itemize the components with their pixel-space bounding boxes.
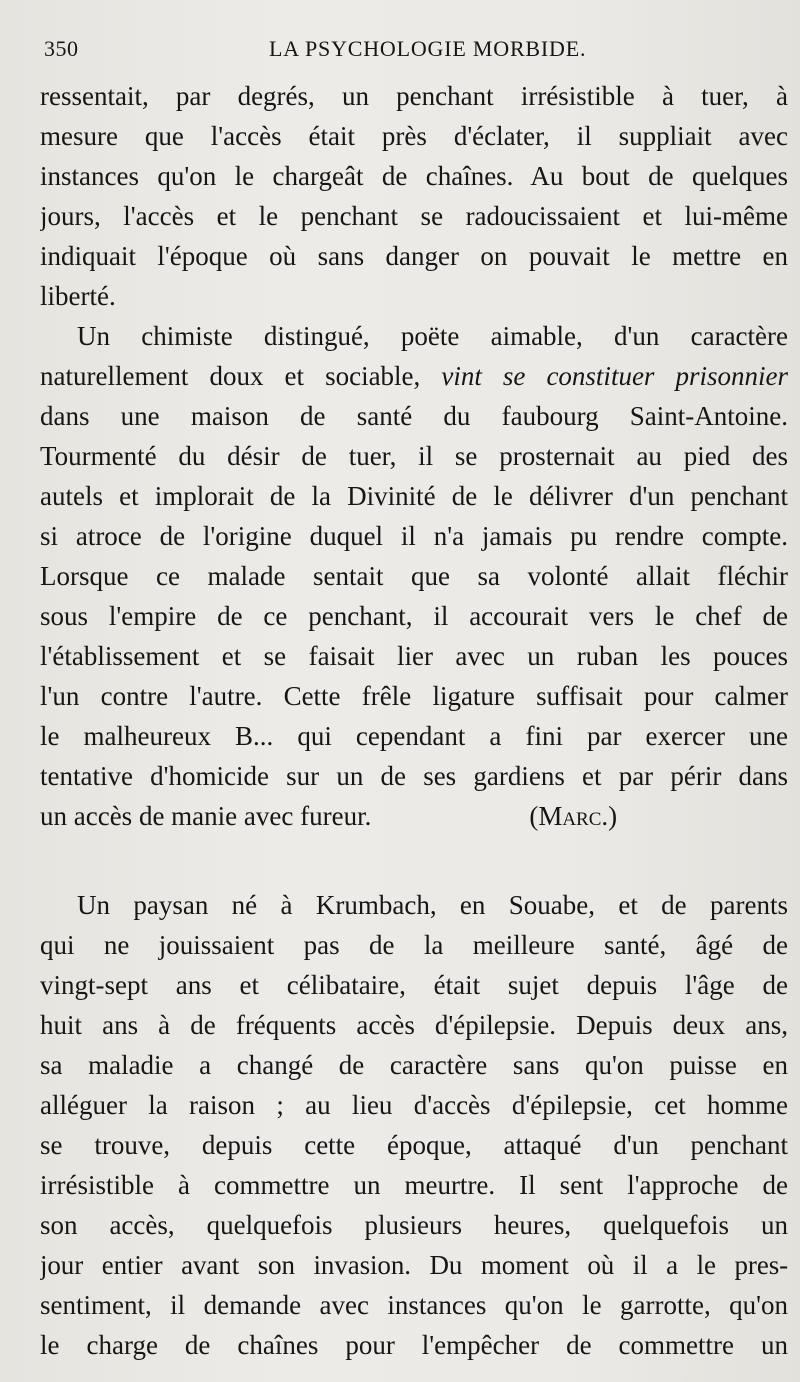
text-line: Lorsque ce malade sentait que sa volonté allait fléchir <box>40 561 788 591</box>
italic-phrase: vint se constituer prisonnier <box>441 361 788 391</box>
text-line: liberté. <box>40 281 116 311</box>
text-line: vingt-sept ans et célibataire, était sujet depuis l'âge de <box>40 970 788 1000</box>
text-line: si atroce de l'origine duquel il n'a jamais pu rendre compte. <box>40 521 788 551</box>
text-line: le malheureux B... qui cependant a fini par exercer une <box>40 721 788 751</box>
text-line: sa maladie a changé de caractère sans qu'on puisse en <box>40 1050 788 1080</box>
text-line: se trouve, depuis cette époque, attaqué d'un penchant <box>40 1130 788 1160</box>
text-line: sous l'empire de ce penchant, il accourait vers le chef de <box>40 601 788 631</box>
text-line: l'établissement et se faisait lier avec un ruban les pouces <box>40 641 788 671</box>
text-line: instances qu'on le chargeât de chaînes. Au bout de quelques <box>40 161 788 191</box>
paragraph-1 <box>40 76 788 316</box>
text-line: huit ans à de fréquents accès d'épilepsie. Depuis deux ans, <box>40 1010 788 1040</box>
paragraph-2 <box>40 316 788 836</box>
text-line: Un paysan né à Krumbach, en Souabe, et de parents <box>77 890 788 920</box>
text-line: autels et implorait de la Divinité de le délivrer d'un penchant <box>40 481 788 511</box>
text-line: le charge de chaînes pour l'empêcher de commettre un <box>40 1330 788 1360</box>
page-header <box>44 30 784 70</box>
paragraph-spacing <box>40 836 788 885</box>
text-line: son accès, quelquefois plusieurs heures, quelquefois un <box>40 1210 788 1240</box>
text-line: Un chimiste distingué, poëte aimable, d'un caractère <box>77 321 788 351</box>
text-line: l'un contre l'autre. Cette frêle ligature suffisait pour calmer <box>40 681 788 711</box>
text-line: tentative d'homicide sur un de ses gardiens et par périr dans <box>40 761 788 791</box>
text-line: ressentait, par degrés, un penchant irrésistible à tuer, à <box>40 81 788 111</box>
text-line-with-source <box>40 796 788 836</box>
text-segment: un accès de manie avec fureur. <box>40 801 372 831</box>
text-line: mesure que l'accès était près d'éclater, il suppliait avec <box>40 121 788 151</box>
text-line: Tourmenté du désir de tuer, il se prosternait au pied des <box>40 441 788 471</box>
text-line: irrésistible à commettre un meurtre. Il sent l'approche de <box>40 1170 788 1200</box>
text-segment: naturellement doux et sociable, <box>40 361 421 391</box>
source-citation: (Marc.) <box>529 801 618 831</box>
page-number: 350 <box>44 36 79 61</box>
text-line: indiquait l'époque où sans danger on pouvait le mettre en <box>40 241 788 271</box>
text-line-mixed <box>40 356 788 396</box>
text-line: qui ne jouissaient pas de la meilleure santé, âgé de <box>40 930 788 960</box>
paragraph-3 <box>40 885 788 1365</box>
running-title: LA PSYCHOLOGIE MORBIDE. <box>269 36 587 61</box>
text-line: jours, l'accès et le penchant se radoucissaient et lui-même <box>40 201 788 231</box>
body-text <box>40 76 788 1365</box>
text-line: jour entier avant son invasion. Du moment où il a le pres- <box>40 1250 788 1280</box>
text-line: sentiment, il demande avec instances qu'on le garrotte, qu'on <box>40 1290 788 1320</box>
text-line: dans une maison de santé du faubourg Saint-Antoine. <box>40 401 788 431</box>
text-line: alléguer la raison ; au lieu d'accès d'épilepsie, cet homme <box>40 1090 788 1120</box>
